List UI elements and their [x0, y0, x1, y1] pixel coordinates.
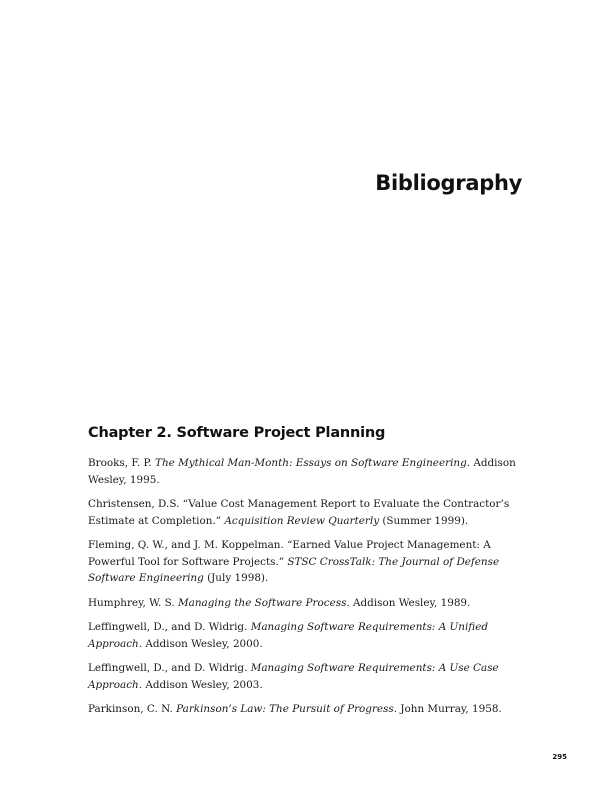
entry-title: Acquisition Review Quarterly — [224, 514, 380, 527]
section-heading: Chapter 2. Software Project Planning — [88, 425, 386, 441]
entry-publication: . Addison Wesley, 1989. — [346, 596, 471, 609]
entry-title: Parkinson’s Law: The Pursuit of Progress — [176, 703, 394, 715]
entry-publication: (Summer 1999). — [379, 514, 469, 527]
bibliography-entry — [88, 660, 528, 693]
entry-authors: Christensen, D.S. “Value Cost Management Report to Evaluate the Contractor’s Estimate at Completion.” — [88, 498, 510, 527]
entry-authors: Humphrey, W. S. — [88, 596, 178, 609]
bibliography-entry — [88, 496, 528, 529]
entry-publication: . Addison Wesley, 1995. — [88, 457, 516, 486]
page-number: 295 — [552, 753, 567, 761]
entry-authors: Leffingwell, D., and D. Widrig. — [88, 662, 251, 674]
entry-publication: . John Murray, 1958. — [393, 703, 502, 715]
bibliography-entry — [88, 455, 528, 488]
entry-publication: . Addison Wesley, 2003. — [138, 678, 263, 691]
page-title: Bibliography — [375, 171, 522, 195]
bibliography-entry — [88, 537, 528, 587]
bibliography-entry — [88, 595, 528, 612]
entry-authors: Leffingwell, D., and D. Widrig. — [88, 621, 251, 633]
entry-title: Managing Software Requirements: A Use Case Approach — [88, 662, 499, 691]
bibliography-entry — [88, 619, 528, 652]
bibliography-section — [88, 425, 528, 726]
entry-title: The Mythical Man-Month: Essays on Software Engineering — [155, 457, 467, 469]
entry-authors: Fleming, Q. W., and J. M. Koppelman. “Earned Value Project Management: A Powerful Tool for Software Projects.” — [88, 539, 491, 568]
entry-publication: (July 1998). — [203, 572, 269, 584]
entry-authors: Parkinson, C. N. — [88, 703, 177, 715]
entry-title: STSC CrossTalk: The Journal of Defense Software Engineering — [88, 555, 500, 584]
entry-title: Managing Software Requirements: A Unified Approach — [88, 621, 489, 650]
entry-title: Managing the Software Process — [177, 596, 347, 609]
bibliography-entry — [88, 701, 528, 718]
entry-publication: . Addison Wesley, 2000. — [138, 637, 263, 650]
entry-authors: Brooks, F. P. — [88, 457, 156, 469]
